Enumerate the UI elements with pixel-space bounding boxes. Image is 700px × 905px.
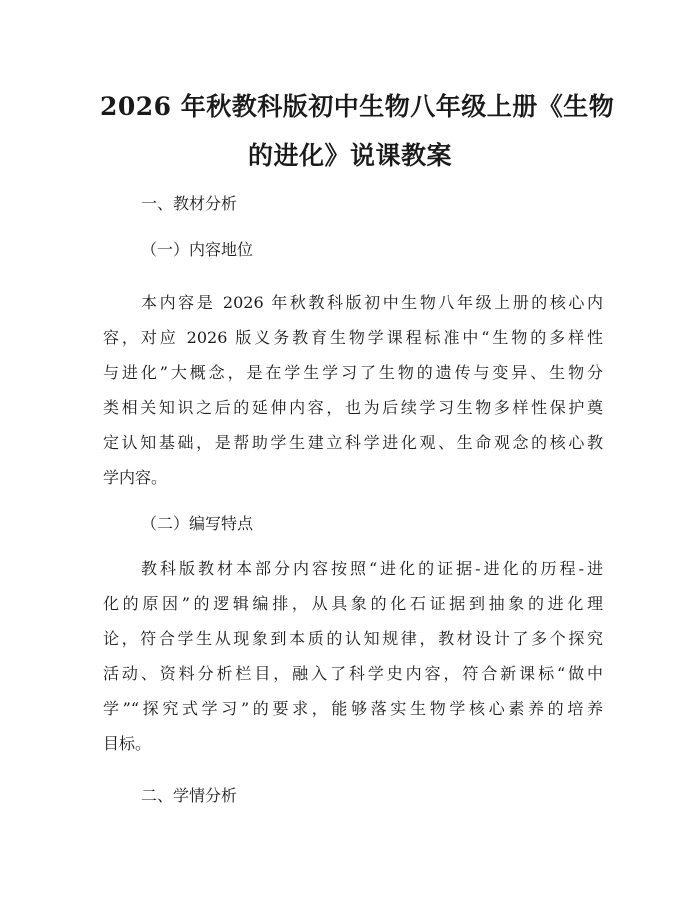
paragraph-line: 论，符合学生从现象到本质的认知规律，教材设计了多个探究 bbox=[103, 629, 603, 648]
title-line: 的进化》说课教案 bbox=[247, 141, 452, 170]
paragraph-line: 目标。 bbox=[103, 734, 152, 753]
paragraph-line: 与进化”大概念，是在学生学习了生物的遗传与变异、生物分 bbox=[103, 363, 603, 382]
paragraph-line: 学内容。 bbox=[103, 468, 168, 487]
paragraph-content-position bbox=[103, 285, 603, 495]
paragraph-line: 容，对应 2026 版义务教育生物学课程标准中“生物的多样性 bbox=[103, 328, 603, 347]
paragraph-line: 化的原因”的逻辑编排，从具象的化石证据到抽象的进化理 bbox=[103, 594, 603, 613]
paragraph-line: 教科版教材本部分内容按照“进化的证据-进化的历程-进 bbox=[141, 559, 603, 578]
paragraph-line: 类相关知识之后的延伸内容，也为后续学习生物多样性保护奠 bbox=[103, 398, 603, 417]
paragraph-line: 学”“探究式学习”的要求，能够落实生物学核心素养的培养 bbox=[103, 699, 603, 718]
paragraph-line: 定认知基础，是帮助学生建立科学进化观、生命观念的核心教 bbox=[103, 433, 603, 452]
document-title bbox=[100, 82, 615, 180]
section-heading-textbook-analysis: 一、教材分析 bbox=[141, 194, 238, 213]
subsection-heading-content-position: （一）内容地位 bbox=[141, 240, 254, 259]
paragraph-line: 本内容是 2026 年秋教科版初中生物八年级上册的核心内 bbox=[141, 293, 603, 312]
section-heading-learner-analysis: 二、学情分析 bbox=[141, 786, 238, 805]
subsection-heading-writing-features: （二）编写特点 bbox=[141, 514, 254, 533]
paragraph-line: 活动、资料分析栏目，融入了科学史内容，符合新课标“做中 bbox=[103, 664, 603, 683]
paragraph-writing-features bbox=[103, 551, 603, 761]
title-line: 2026 年秋教科版初中生物八年级上册《生物 bbox=[100, 92, 615, 121]
